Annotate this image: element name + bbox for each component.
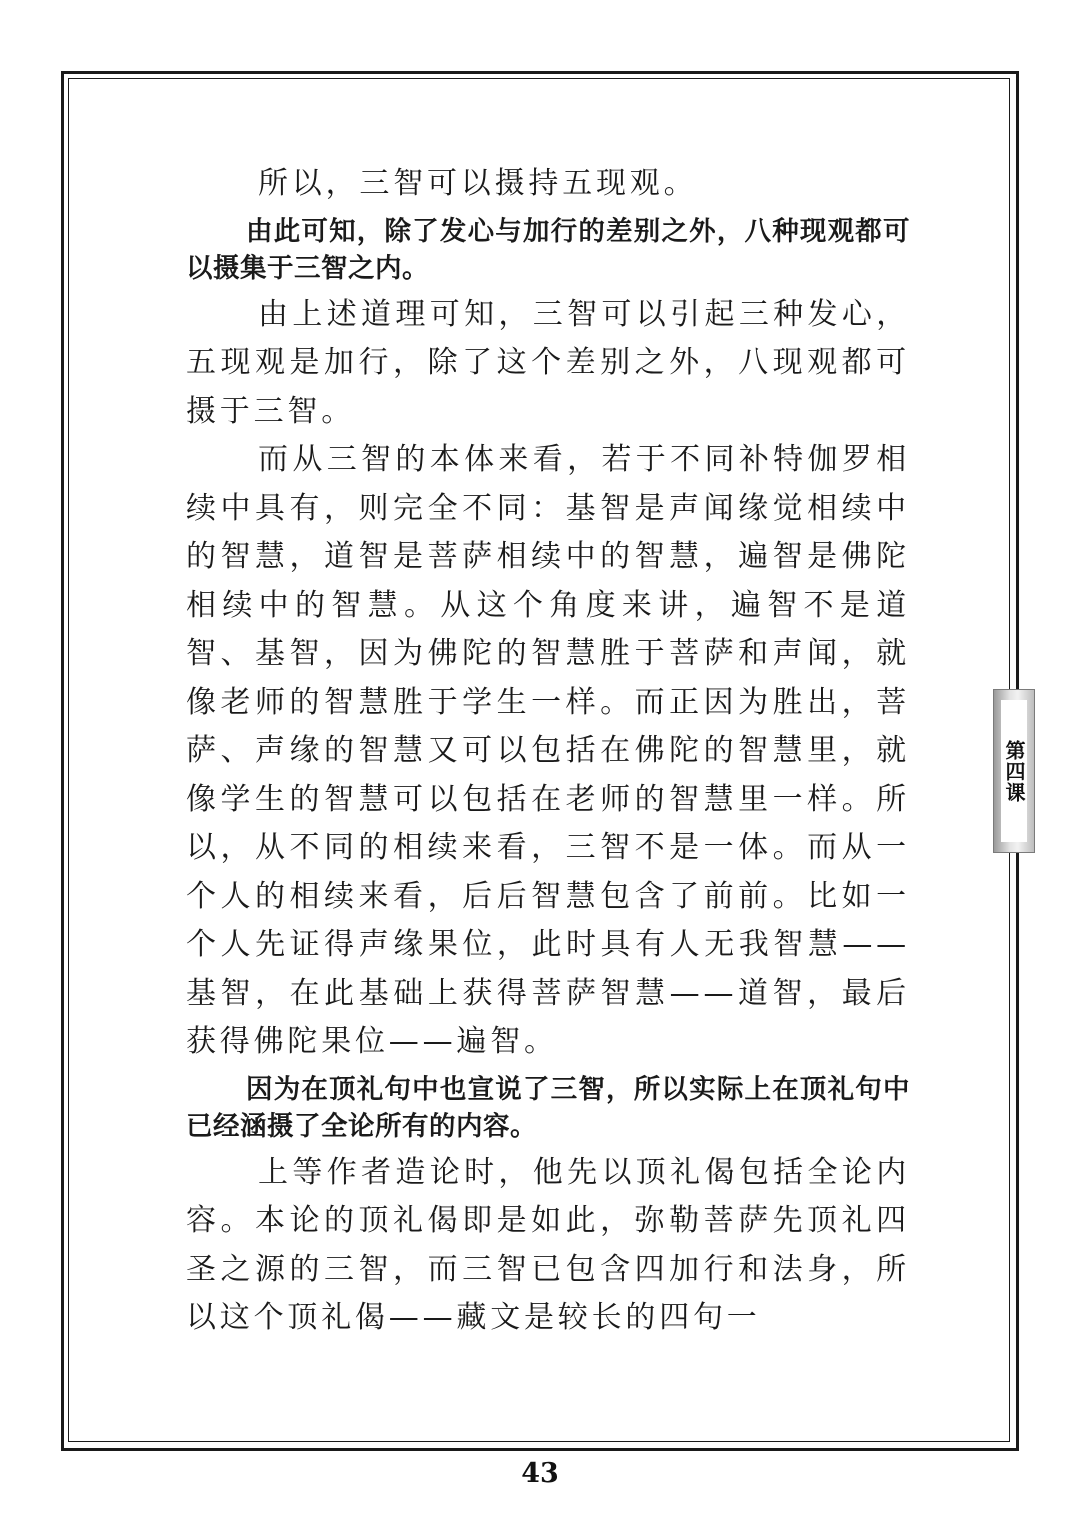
paragraph-3: 而从三智的本体来看，若于不同补特伽罗相续中具有，则完全不同：基智是声闻缘觉相续中的智慧，道智是菩萨相续中的智慧，遍智是佛陀相续中的智慧。从这个角度来讲，遍智不是道智、基智，因为佛陀的智慧胜于菩萨和声闻，就像老师的智慧胜于学生一样。而正因为胜出，菩萨、声缘的智慧又可以包括在佛陀的智慧里，就像学生的智慧可以包括在老师的智慧里一样。所以，从不同的相续来看，三智不是一体。而从一个人的相续来看，后后智慧包含了前前。比如一个人先证得声缘果位，此时具有人无我智慧——基智，在此基础上获得菩萨智慧——道智，最后获得佛陀果位——遍智。 bbox=[186, 442, 910, 1059]
paragraph-1: 所以，三智可以摄持五现观。 bbox=[258, 166, 698, 201]
chapter-label: 第四课 bbox=[1002, 739, 1026, 803]
page-number: 43 bbox=[521, 1458, 559, 1489]
chapter-side-tab bbox=[993, 689, 1035, 853]
bold-summary-1: 由此可知，除了发心与加行的差别之外，八种现观都可以摄集于三智之内。 bbox=[186, 215, 910, 284]
bold-summary-2: 因为在顶礼句中也宣说了三智，所以实际上在顶礼句中已经涵摄了全论所有的内容。 bbox=[186, 1073, 910, 1142]
paragraph-2: 由上述道理可知，三智可以引起三种发心，五现观是加行，除了这个差别之外，八现观都可摄于三智。 bbox=[186, 296, 910, 429]
paragraph-4: 上等作者造论时，他先以顶礼偈包括全论内容。本论的顶礼偈即是如此，弥勒菩萨先顶礼四圣之源的三智，而三智已包含四加行和法身，所以这个顶礼偈——藏文是较长的四句一 bbox=[186, 1154, 910, 1335]
chapter-side-tab-inner bbox=[1001, 700, 1027, 842]
body-text bbox=[186, 160, 910, 1343]
